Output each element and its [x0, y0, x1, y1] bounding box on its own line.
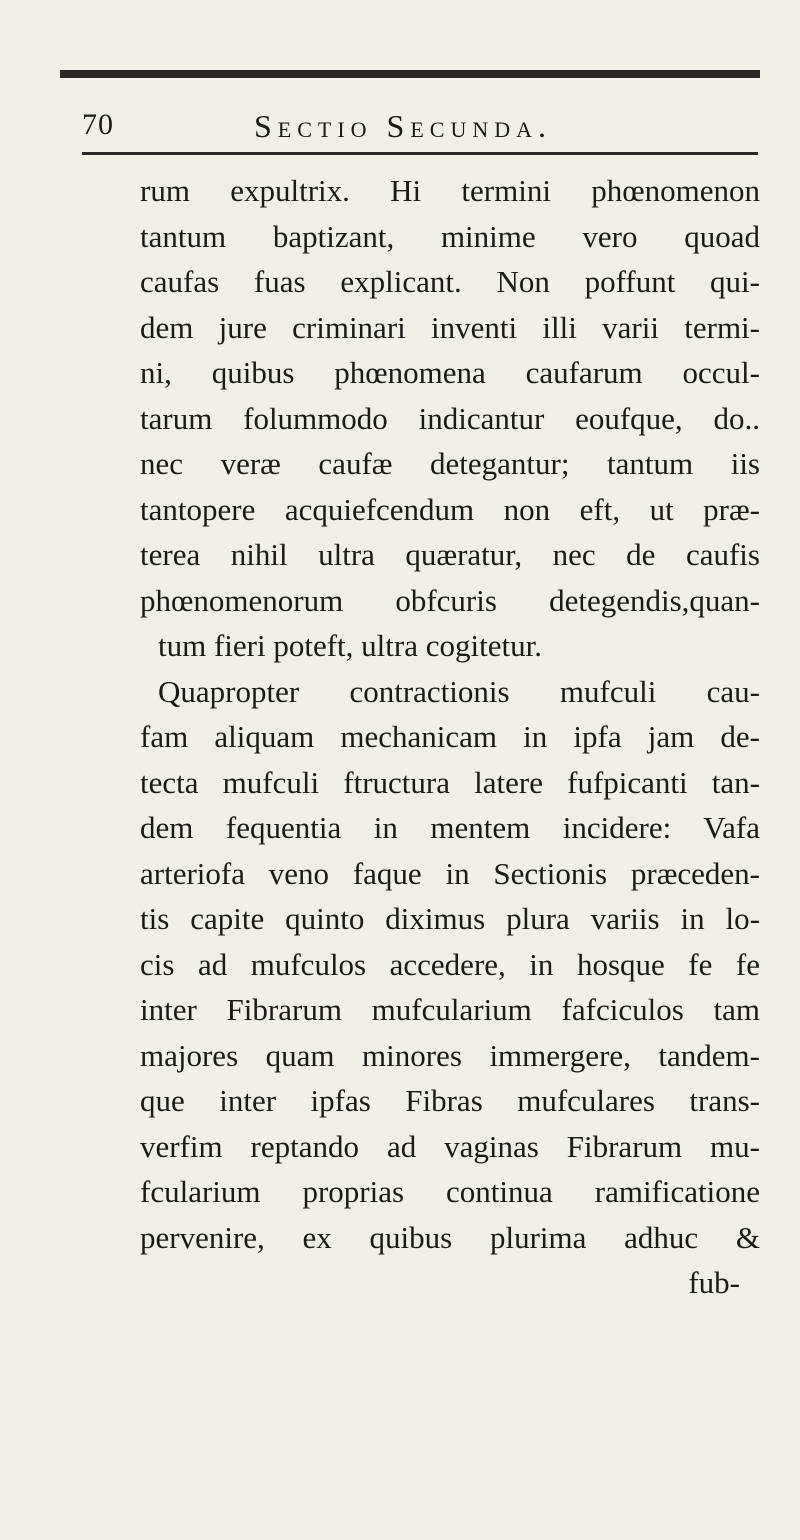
- text-line: dem jure criminari inventi illi varii termi-: [140, 309, 760, 345]
- text-line: dem fequentia in mentem incidere: Vafa: [140, 810, 760, 845]
- page-header: [82, 108, 722, 148]
- running-head: Sectio Secunda.: [254, 108, 553, 144]
- text-line: caufas fuas explicant. Non poffunt qui-: [140, 264, 760, 299]
- text-line: fcularium proprias continua ramificatione: [140, 1174, 760, 1209]
- text-line: nec veræ caufæ detegantur; tantum iis: [140, 446, 760, 481]
- text-line: cis ad mufculos accedere, in hosque fe fe: [140, 946, 760, 982]
- catchword: fub-: [688, 1265, 740, 1300]
- text-line: tum fieri poteft, ultra cogitetur.: [158, 628, 542, 663]
- text-line: ni, quibus phœnomena caufarum occul-: [140, 355, 760, 390]
- text-line: inter Fibrarum mufcularium fafciculos tam: [140, 992, 760, 1027]
- text-line: tarum folummodo indicantur eoufque, do..: [140, 400, 760, 436]
- top-rule: [60, 70, 760, 78]
- text-line: fam aliquam mechanicam in ipfa jam de-: [140, 719, 760, 754]
- body-text: [140, 168, 760, 1306]
- text-line: rum expultrix. Hi termini phœnomenon: [140, 173, 760, 208]
- text-line: majores quam minores immergere, tandem-: [140, 1037, 760, 1073]
- header-rule: [82, 152, 758, 155]
- text-line: tecta mufculi ftructura latere fufpicanti tan-: [140, 764, 760, 800]
- page-number: 70: [82, 108, 114, 141]
- text-line: terea nihil ultra quæratur, nec de caufis: [140, 537, 760, 572]
- text-line: arteriofa veno faque in Sectionis præceden-: [140, 855, 760, 891]
- text-line: que inter ipfas Fibras mufculares trans-: [140, 1083, 760, 1118]
- text-line: phœnomenorum obfcuris detegendis,quan-: [140, 582, 760, 618]
- text-line: tantopere acquiefcendum non eft, ut præ-: [140, 491, 760, 527]
- text-line: Quapropter contractionis mufculi cau-: [158, 673, 760, 709]
- text-line: verfim reptando ad vaginas Fibrarum mu-: [140, 1128, 760, 1164]
- text-line: tantum baptizant, minime vero quoad: [140, 218, 760, 254]
- text-line: tis capite quinto diximus plura variis in lo-: [140, 901, 760, 936]
- text-line: pervenire, ex quibus plurima adhuc &: [140, 1219, 760, 1255]
